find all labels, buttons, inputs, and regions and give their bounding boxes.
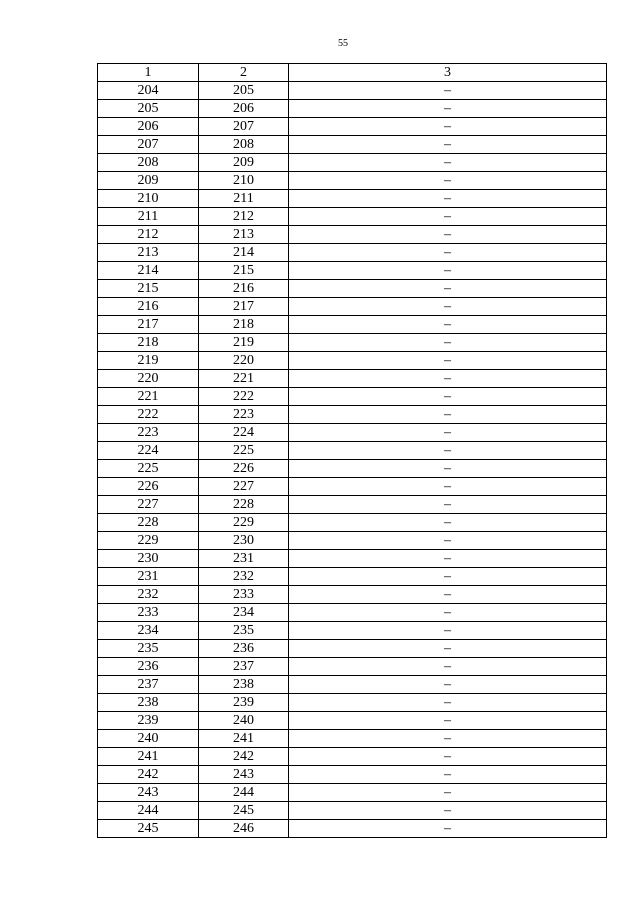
table-cell-col-1: 213 [98, 244, 199, 262]
table-cell-col-1: 229 [98, 532, 199, 550]
table-row [98, 514, 607, 532]
table-cell-col-1: 223 [98, 424, 199, 442]
table-cell-col-2: 223 [199, 406, 289, 424]
table-cell-col-3: – [289, 262, 607, 280]
table-cell-col-3: – [289, 190, 607, 208]
table-body [98, 82, 607, 838]
table-row [98, 658, 607, 676]
table-row [98, 640, 607, 658]
table-cell-col-1: 204 [98, 82, 199, 100]
table-row [98, 334, 607, 352]
data-table [97, 63, 607, 838]
table-row [98, 316, 607, 334]
table-cell-col-1: 227 [98, 496, 199, 514]
table-cell-col-3: – [289, 478, 607, 496]
table-cell-col-3: – [289, 244, 607, 262]
table-row [98, 262, 607, 280]
table-cell-col-1: 209 [98, 172, 199, 190]
table-cell-col-1: 211 [98, 208, 199, 226]
table-row [98, 352, 607, 370]
page-number: 55 [338, 38, 348, 49]
table-cell-col-2: 214 [199, 244, 289, 262]
table-row [98, 82, 607, 100]
table-row [98, 748, 607, 766]
table-row [98, 190, 607, 208]
table-cell-col-1: 234 [98, 622, 199, 640]
table-cell-col-2: 211 [199, 190, 289, 208]
table-row [98, 766, 607, 784]
table-cell-col-2: 241 [199, 730, 289, 748]
table-cell-col-1: 239 [98, 712, 199, 730]
table-row [98, 802, 607, 820]
table-cell-col-1: 235 [98, 640, 199, 658]
table-cell-col-1: 206 [98, 118, 199, 136]
table-cell-col-3: – [289, 280, 607, 298]
table-cell-col-2: 231 [199, 550, 289, 568]
table-cell-col-2: 221 [199, 370, 289, 388]
table-cell-col-3: – [289, 154, 607, 172]
table-row [98, 100, 607, 118]
table-cell-col-2: 246 [199, 820, 289, 838]
table-cell-col-1: 231 [98, 568, 199, 586]
table-cell-col-3: – [289, 406, 607, 424]
table-cell-col-2: 209 [199, 154, 289, 172]
table-cell-col-3: – [289, 730, 607, 748]
table-cell-col-2: 229 [199, 514, 289, 532]
table-cell-col-2: 234 [199, 604, 289, 622]
table-row [98, 406, 607, 424]
table-cell-col-1: 219 [98, 352, 199, 370]
table-cell-col-3: – [289, 568, 607, 586]
table-cell-col-2: 245 [199, 802, 289, 820]
table-cell-col-2: 212 [199, 208, 289, 226]
table-cell-col-1: 216 [98, 298, 199, 316]
table-cell-col-2: 236 [199, 640, 289, 658]
table-row [98, 388, 607, 406]
table-row [98, 550, 607, 568]
table-cell-col-3: – [289, 640, 607, 658]
table-cell-col-2: 215 [199, 262, 289, 280]
table-row [98, 172, 607, 190]
table-cell-col-3: – [289, 334, 607, 352]
table-row [98, 712, 607, 730]
table-cell-col-3: – [289, 460, 607, 478]
table-cell-col-1: 228 [98, 514, 199, 532]
table-row [98, 532, 607, 550]
table-cell-col-2: 243 [199, 766, 289, 784]
table-row [98, 784, 607, 802]
table-cell-col-2: 213 [199, 226, 289, 244]
table-cell-col-3: – [289, 550, 607, 568]
table-row [98, 496, 607, 514]
table-cell-col-1: 233 [98, 604, 199, 622]
table-row [98, 676, 607, 694]
table-cell-col-3: – [289, 784, 607, 802]
table-cell-col-3: – [289, 424, 607, 442]
table-cell-col-2: 207 [199, 118, 289, 136]
table-cell-col-3: – [289, 172, 607, 190]
table-cell-col-2: 217 [199, 298, 289, 316]
table-cell-col-1: 232 [98, 586, 199, 604]
table-cell-col-2: 239 [199, 694, 289, 712]
header-row [98, 64, 607, 82]
table-cell-col-2: 228 [199, 496, 289, 514]
table-cell-col-2: 220 [199, 352, 289, 370]
table-cell-col-2: 240 [199, 712, 289, 730]
table-row [98, 424, 607, 442]
header-cell-col-1: 1 [98, 64, 199, 82]
table-cell-col-1: 242 [98, 766, 199, 784]
table-cell-col-3: – [289, 208, 607, 226]
table-cell-col-3: – [289, 352, 607, 370]
table-cell-col-2: 222 [199, 388, 289, 406]
header-cell-col-2: 2 [199, 64, 289, 82]
table-cell-col-1: 237 [98, 676, 199, 694]
table-cell-col-1: 222 [98, 406, 199, 424]
table-row [98, 622, 607, 640]
table-cell-col-2: 218 [199, 316, 289, 334]
table-row [98, 820, 607, 838]
table-cell-col-1: 220 [98, 370, 199, 388]
table-row [98, 604, 607, 622]
table-cell-col-2: 205 [199, 82, 289, 100]
table-cell-col-2: 235 [199, 622, 289, 640]
table-cell-col-3: – [289, 136, 607, 154]
table-cell-col-2: 242 [199, 748, 289, 766]
table-cell-col-2: 232 [199, 568, 289, 586]
table-row [98, 226, 607, 244]
table-cell-col-1: 225 [98, 460, 199, 478]
table-cell-col-1: 238 [98, 694, 199, 712]
table-cell-col-1: 217 [98, 316, 199, 334]
table-row [98, 460, 607, 478]
table-row [98, 568, 607, 586]
table-cell-col-2: 230 [199, 532, 289, 550]
table-cell-col-2: 216 [199, 280, 289, 298]
table-row [98, 370, 607, 388]
table-cell-col-3: – [289, 622, 607, 640]
table-cell-col-3: – [289, 802, 607, 820]
table-cell-col-1: 210 [98, 190, 199, 208]
table-cell-col-2: 210 [199, 172, 289, 190]
table-cell-col-1: 244 [98, 802, 199, 820]
table-cell-col-2: 219 [199, 334, 289, 352]
table-cell-col-1: 240 [98, 730, 199, 748]
table-cell-col-2: 224 [199, 424, 289, 442]
table-cell-col-1: 241 [98, 748, 199, 766]
table-cell-col-1: 208 [98, 154, 199, 172]
table-cell-col-1: 218 [98, 334, 199, 352]
table-cell-col-3: – [289, 370, 607, 388]
table-cell-col-1: 236 [98, 658, 199, 676]
table-cell-col-2: 206 [199, 100, 289, 118]
table-cell-col-2: 227 [199, 478, 289, 496]
table-row [98, 208, 607, 226]
table-cell-col-2: 226 [199, 460, 289, 478]
table-row [98, 118, 607, 136]
table-cell-col-3: – [289, 658, 607, 676]
table-row [98, 136, 607, 154]
table-cell-col-3: – [289, 766, 607, 784]
table-cell-col-1: 214 [98, 262, 199, 280]
table-row [98, 280, 607, 298]
table-cell-col-2: 238 [199, 676, 289, 694]
table-cell-col-3: – [289, 100, 607, 118]
table-cell-col-3: – [289, 514, 607, 532]
table-cell-col-1: 205 [98, 100, 199, 118]
table-cell-col-3: – [289, 748, 607, 766]
table-cell-col-3: – [289, 694, 607, 712]
table-cell-col-3: – [289, 604, 607, 622]
table-cell-col-3: – [289, 82, 607, 100]
table-cell-col-3: – [289, 298, 607, 316]
table-cell-col-2: 244 [199, 784, 289, 802]
table-cell-col-1: 226 [98, 478, 199, 496]
table-row [98, 244, 607, 262]
table-row [98, 478, 607, 496]
table-row [98, 730, 607, 748]
table-cell-col-1: 212 [98, 226, 199, 244]
table-cell-col-1: 245 [98, 820, 199, 838]
table-cell-col-3: – [289, 820, 607, 838]
table-cell-col-2: 225 [199, 442, 289, 460]
table-cell-col-1: 221 [98, 388, 199, 406]
table-cell-col-1: 207 [98, 136, 199, 154]
table-cell-col-2: 237 [199, 658, 289, 676]
table-cell-col-3: – [289, 316, 607, 334]
table-cell-col-3: – [289, 226, 607, 244]
table-row [98, 442, 607, 460]
header-cell-col-3: 3 [289, 64, 607, 82]
table-cell-col-3: – [289, 676, 607, 694]
table-row [98, 694, 607, 712]
table-cell-col-3: – [289, 532, 607, 550]
table-cell-col-3: – [289, 388, 607, 406]
table-header [98, 64, 607, 82]
table-cell-col-1: 224 [98, 442, 199, 460]
table-cell-col-3: – [289, 586, 607, 604]
table-cell-col-1: 215 [98, 280, 199, 298]
table-cell-col-2: 208 [199, 136, 289, 154]
table-cell-col-3: – [289, 496, 607, 514]
table-cell-col-3: – [289, 712, 607, 730]
table-cell-col-1: 243 [98, 784, 199, 802]
table-cell-col-3: – [289, 118, 607, 136]
table-row [98, 586, 607, 604]
table-row [98, 298, 607, 316]
table-cell-col-1: 230 [98, 550, 199, 568]
table-cell-col-3: – [289, 442, 607, 460]
table-cell-col-2: 233 [199, 586, 289, 604]
table-row [98, 154, 607, 172]
